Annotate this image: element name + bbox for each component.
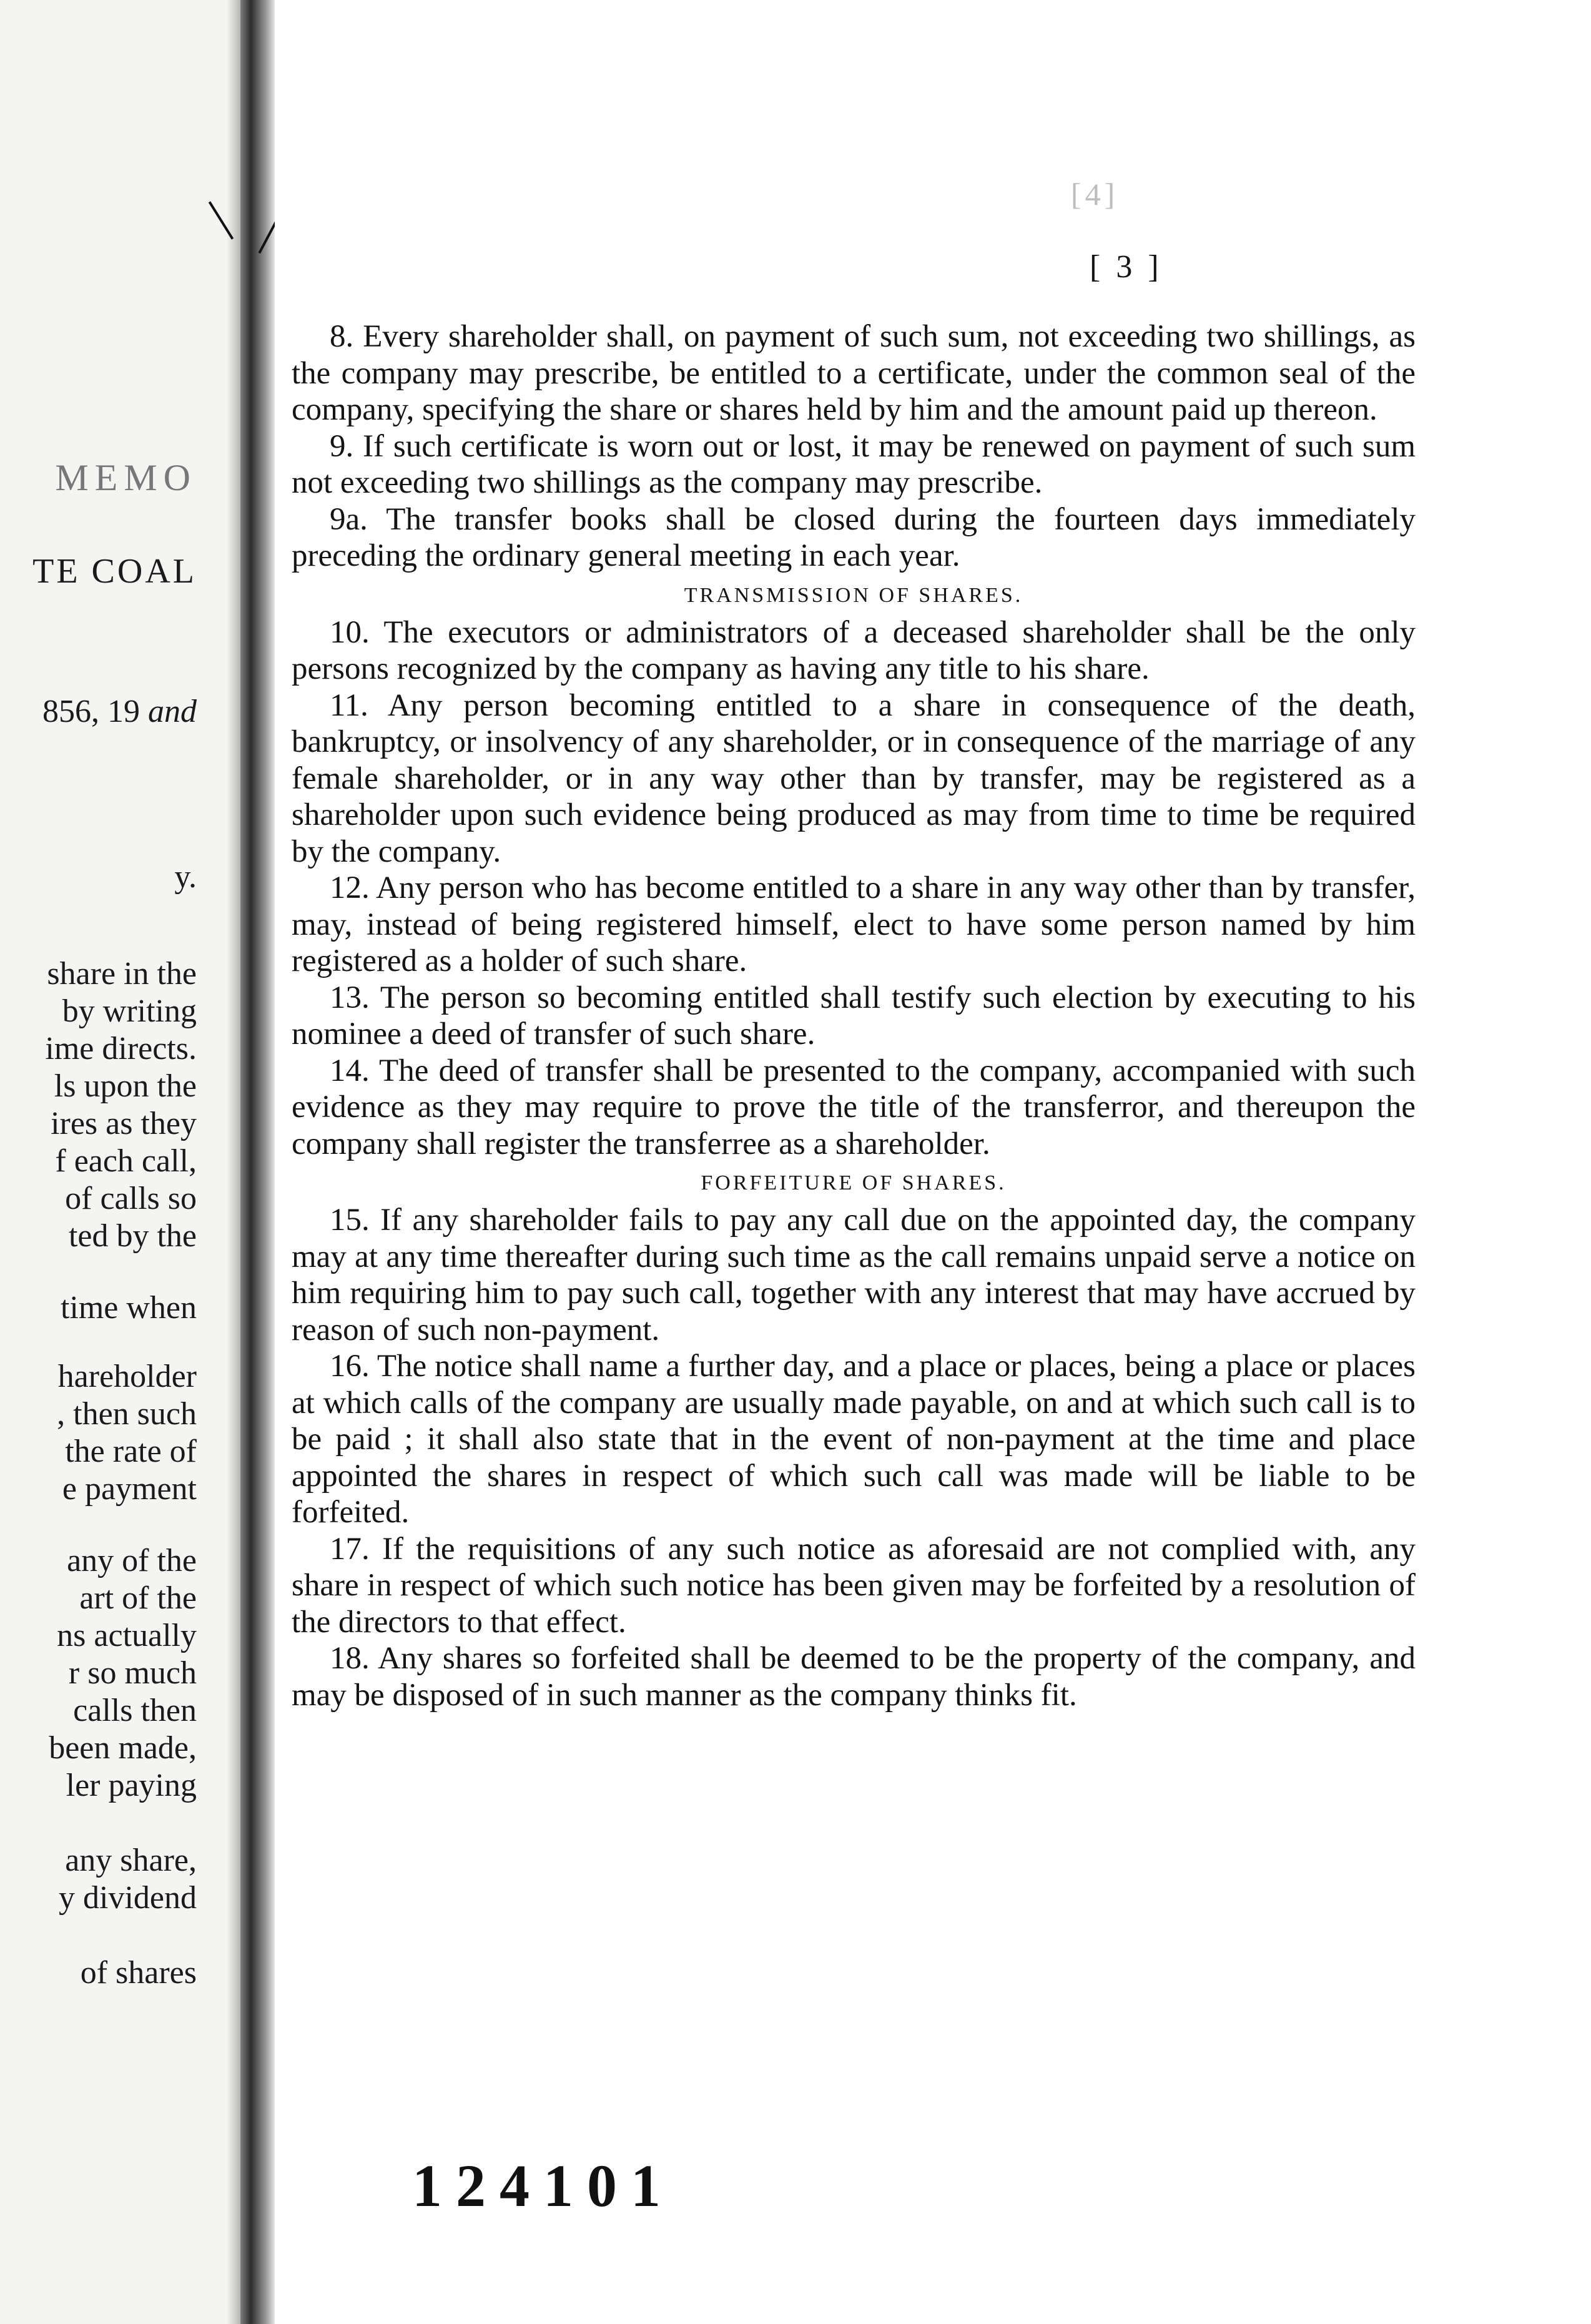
- page-number: [ 3 ]: [1090, 249, 1163, 285]
- left-text-line: share in the: [47, 956, 197, 992]
- left-date-fragment: [42, 693, 197, 731]
- left-text-line: e payment: [62, 1471, 197, 1507]
- paragraph-15: 15. If any shareholder fails to pay any call due on the appointed day, the company may at any time thereafter during such time as the call remains unpaid serve a notice on him requiring him to pay such call, together with any interest that may have accrued by reason of such non-payment.: [292, 1203, 1416, 1347]
- main-page: [275, 0, 1591, 2324]
- left-text-line: the rate of: [65, 1434, 197, 1469]
- paragraph-17: 17. If the requisitions of any such notice as aforesaid are not complied with, any share in respect of which such notice has been given may be forfeited by a resolution of the directors to that effect.: [292, 1531, 1416, 1640]
- left-text-line: any share,: [65, 1843, 197, 1878]
- paragraph-16: 16. The notice shall name a further day, and a place or places, being a place or places at which calls of the company are usually made payable, on and at which such call is to be paid ; it shall also state that in the event of non-payment at the time and place appointed the shares in respect of which such call was made will be liable to be forfeited.: [292, 1349, 1416, 1530]
- paragraph-10: 10. The executors or administrators of a deceased shareholder shall be the only persons recognized by the company as having any title to his share.: [292, 614, 1416, 686]
- left-text-line: ler paying: [66, 1768, 197, 1803]
- left-period-fragment: y.: [174, 859, 197, 895]
- left-date-italic: and: [148, 694, 197, 729]
- heading-forfeiture: FORFEITURE OF SHARES.: [701, 1171, 1007, 1194]
- page-edge-shadow: [227, 0, 240, 2324]
- left-text-line: time when: [60, 1290, 197, 1326]
- book-gutter: [240, 0, 275, 2324]
- left-text-line: y dividend: [59, 1880, 197, 1916]
- paragraph-9a: 9a. The transfer books shall be closed during the fourteen days immediately preceding the ordinary general meeting in each year.: [292, 501, 1416, 573]
- left-date-text: 856, 19: [42, 694, 140, 729]
- paragraph-14: 14. The deed of transfer shall be presented to the company, accompanied with such evidence as they may require to prove the title of the transferror, and thereupon the company shall register the transferree as a shareholder.: [292, 1053, 1416, 1161]
- left-text-line: r so much: [68, 1655, 197, 1691]
- left-title-fragment: TE COAL: [32, 552, 197, 591]
- left-text-line: ime directs.: [45, 1031, 197, 1066]
- left-text-line: ls upon the: [54, 1068, 197, 1104]
- paragraph-12: 12. Any person who has become entitled to a share in any way other than by transfer, may, instead of being registered himself, elect to have some person named by him registered as a holder of such share.: [292, 870, 1416, 978]
- body-text: [292, 318, 1416, 1713]
- left-text-line: by writing: [62, 993, 197, 1029]
- left-text-line: art of the: [79, 1580, 197, 1616]
- left-page-fragment: [0, 0, 240, 2324]
- faint-page-number: [4]: [1071, 177, 1119, 212]
- left-text-line: , then such: [57, 1396, 197, 1432]
- left-text-line: of shares: [80, 1955, 197, 1991]
- heading-transmission: TRANSMISSION OF SHARES.: [684, 583, 1023, 607]
- left-text-line: been made,: [49, 1730, 197, 1766]
- paragraph-13: 13. The person so becoming entitled shall testify such election by executing to his nominee a deed of transfer of such share.: [292, 980, 1416, 1051]
- left-text-line: calls then: [73, 1693, 197, 1728]
- stamp-number: 124101: [412, 2152, 674, 2219]
- paragraph-18: 18. Any shares so forfeited shall be deemed to be the property of the company, and may be disposed of in such manner as the company thinks fit.: [292, 1641, 1416, 1713]
- left-text-line: of calls so: [65, 1181, 197, 1216]
- left-text-line: f each call,: [55, 1143, 197, 1179]
- paragraph-11: 11. Any person becoming entitled to a share in consequence of the death, bankruptcy, or insolvency of any shareholder, or in consequence of the marriage of any female shareholder, or in any way other than by transfer, may be registered as a shareholder upon such evidence being produced as may from time to time be required by the company.: [292, 687, 1416, 869]
- left-header-fragment: MEMO: [55, 457, 197, 498]
- left-text-line: ns actually: [57, 1618, 197, 1653]
- left-text-line: ires as they: [51, 1106, 197, 1141]
- paragraph-8: 8. Every shareholder shall, on payment of such sum, not exceeding two shillings, as the company may prescribe, be entitled to a certificate, under the common seal of the company, specifying the share or shares held by him and the amount paid up thereon.: [292, 319, 1416, 427]
- left-text-line: any of the: [67, 1543, 197, 1578]
- left-text-line: ted by the: [68, 1218, 197, 1254]
- left-text-line: hareholder: [57, 1359, 197, 1394]
- paragraph-9: 9. If such certificate is worn out or lost, it may be renewed on payment of such sum not exceeding two shillings as the company may prescribe.: [292, 428, 1416, 500]
